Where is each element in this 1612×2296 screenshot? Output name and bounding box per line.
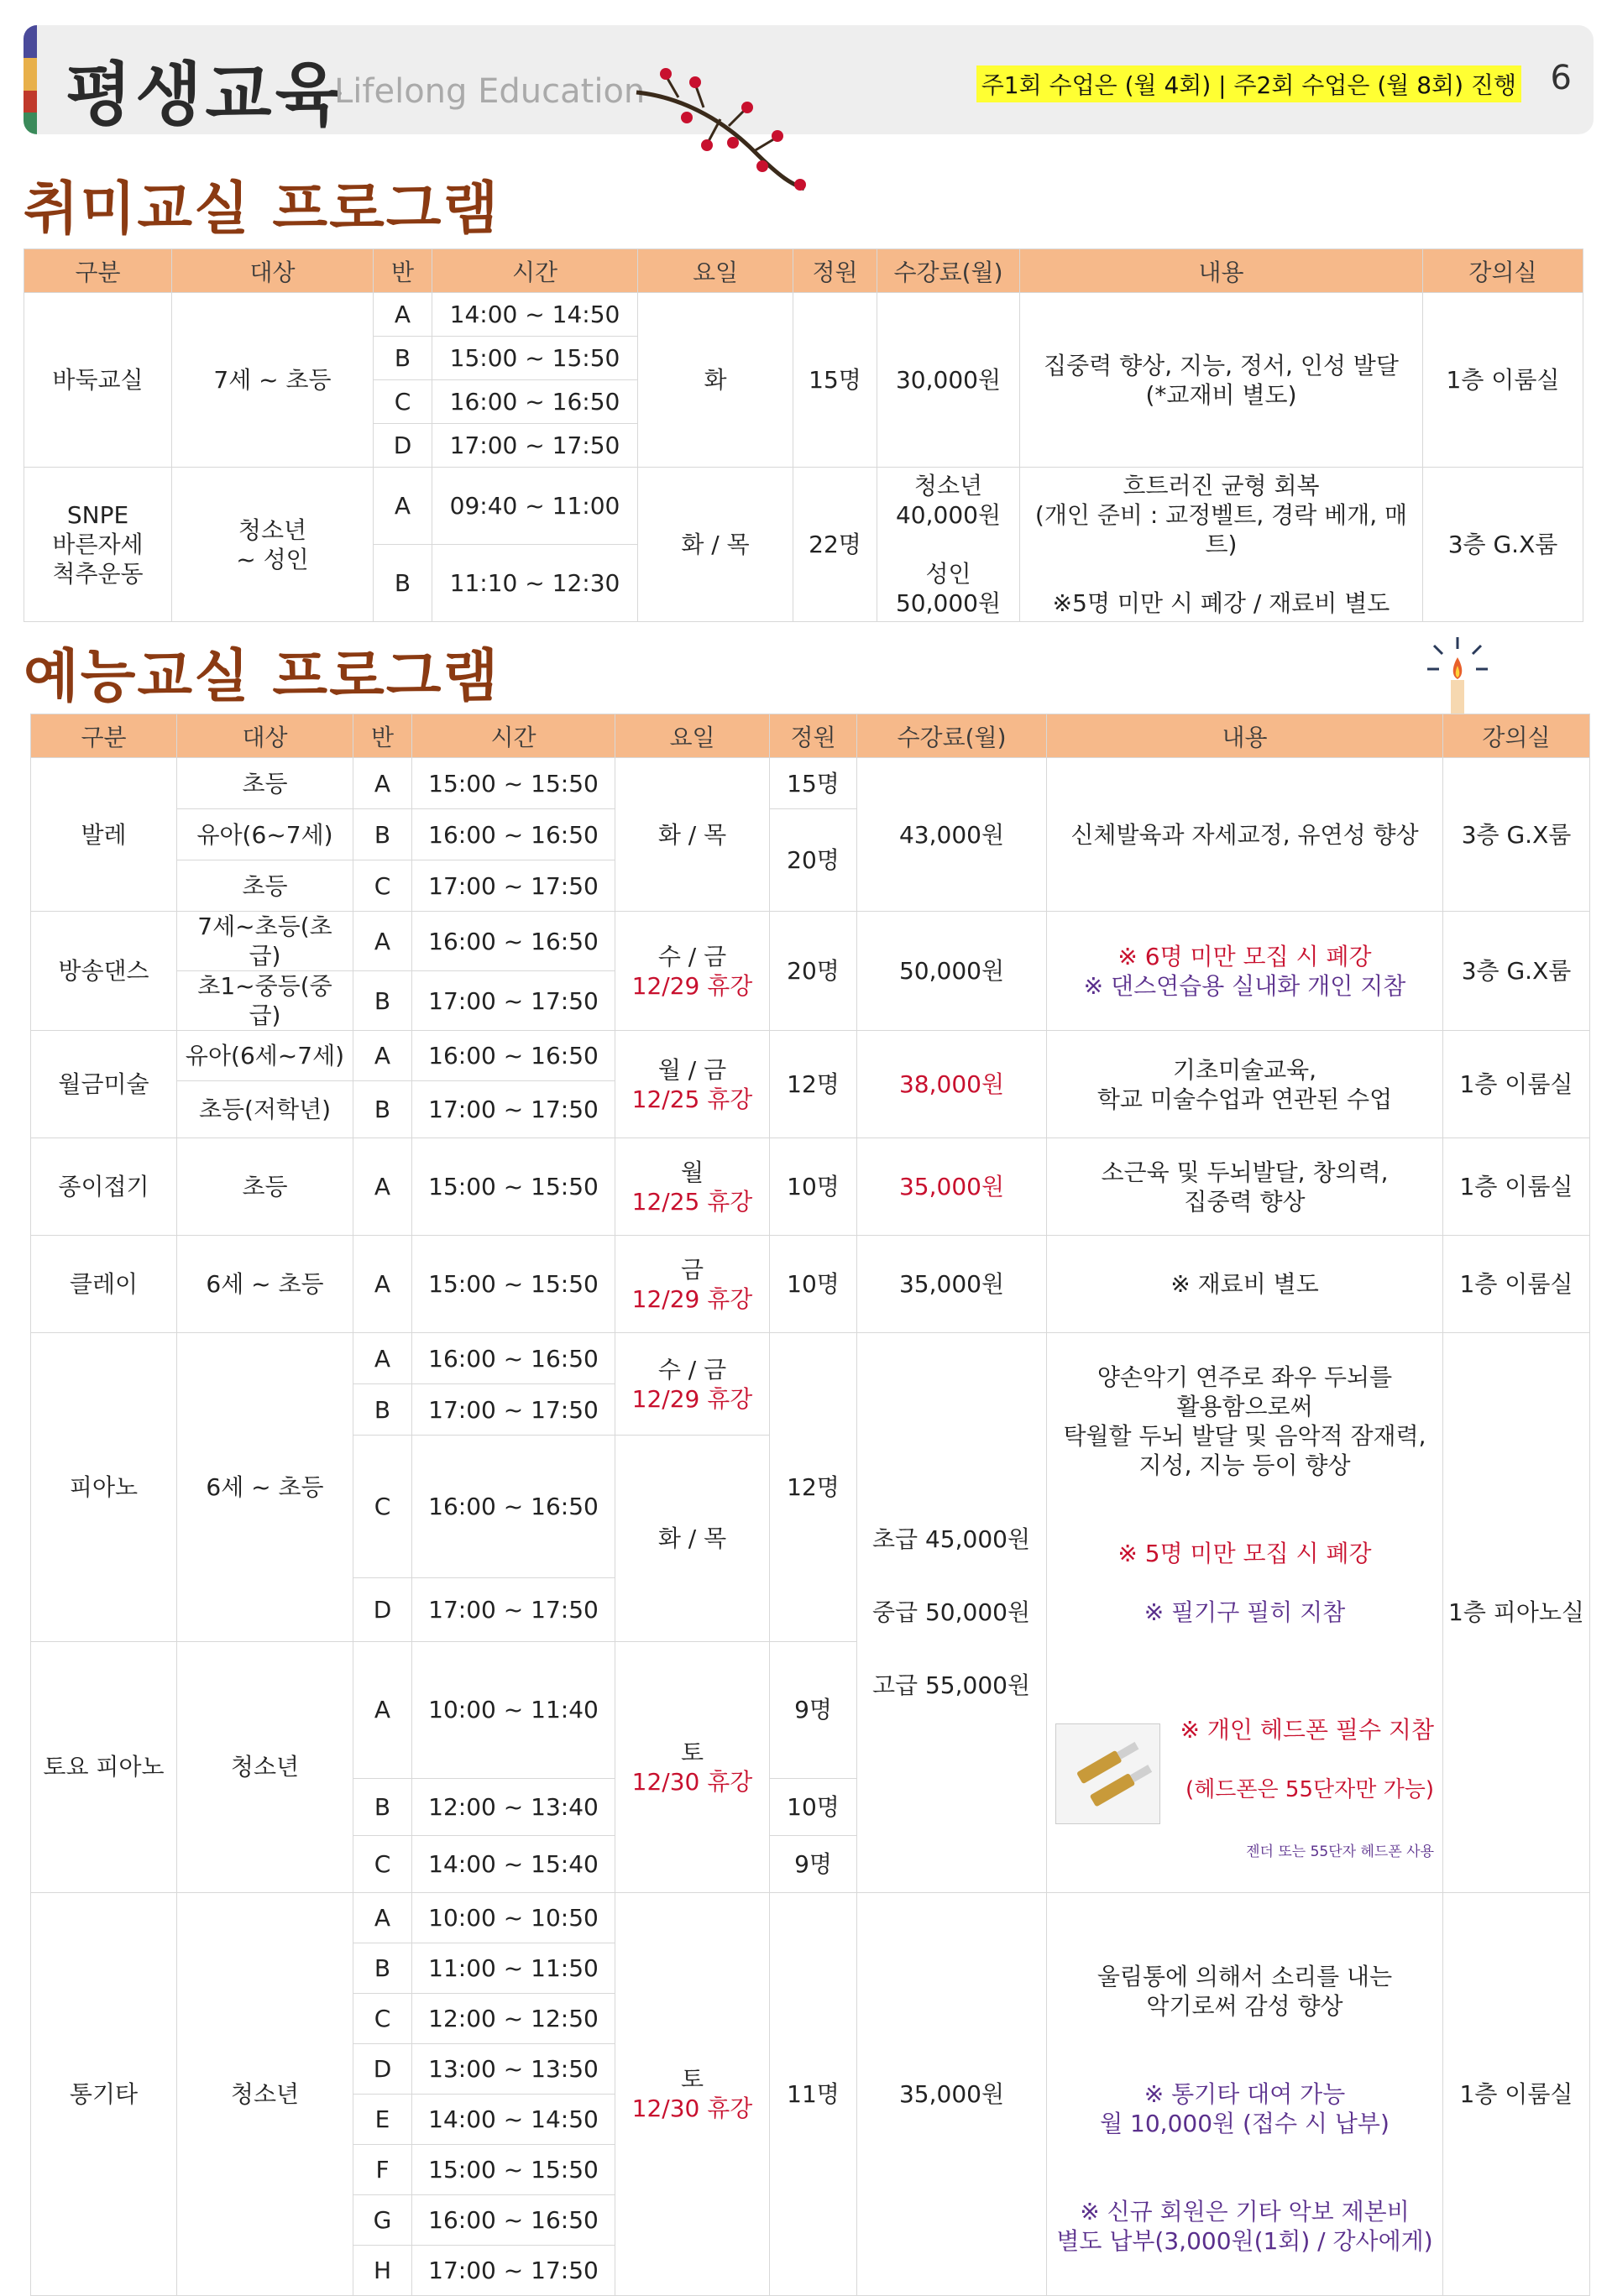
program-fee: 35,000원 [857,1236,1047,1333]
class-time: 10:00 ~ 10:50 [412,1892,615,1943]
day-label: 수 / 금 [657,1355,727,1383]
day-label: 토 [680,1738,704,1766]
program-day [615,912,770,1031]
program-name: 바둑교실 [24,293,172,468]
program-fee: 35,000원 [857,1138,1047,1236]
program-name: 월금미술 [31,1031,177,1138]
program-content: 기초미술교육, 학교 미술수업과 연관된 수업 [1047,1031,1443,1138]
class-ban: D [353,2043,412,2094]
program-day [615,1236,770,1333]
header-subtitle: Lifelong Education [334,72,646,111]
holiday-label: 12/25 휴강 [631,1187,753,1216]
col-header: 반 [353,714,412,758]
col-header: 대상 [172,249,374,293]
class-time: 17:00 ~ 17:50 [412,971,615,1031]
day-label: 금 [680,1255,704,1284]
program-capacity: 12명 [770,1333,857,1642]
program-target: 7세 ~ 초등 [172,293,374,468]
program-content: 집중력 향상, 지능, 정서, 인성 발달 (*교재비 별도) [1020,293,1423,468]
program-name: 클레이 [31,1236,177,1333]
program-content [1020,468,1423,622]
class-time: 16:00 ~ 16:50 [412,1031,615,1081]
class-time: 17:00 ~ 17:50 [412,1081,615,1138]
table-row [24,468,1583,545]
program-name: 방송댄스 [31,912,177,1031]
class-ban: B [374,545,432,622]
arts-table-header [31,714,1590,758]
program-room: 3층 G.X룸 [1443,912,1590,1031]
arts-table [30,714,1590,2296]
program-name: 종이접기 [31,1138,177,1236]
class-time: 09:40 ~ 11:00 [432,468,638,545]
class-ban: C [353,1436,412,1578]
program-capacity: 15명 [793,293,877,468]
class-ban: A [353,1333,412,1384]
class-time: 13:00 ~ 13:50 [412,2043,615,2094]
class-time: 16:00 ~ 16:50 [412,912,615,971]
program-name: 토요 피아노 [31,1642,177,1892]
col-header: 강의실 [1443,714,1590,758]
class-ban: D [353,1578,412,1642]
program-day [615,1031,770,1138]
program-day: 화 [638,293,793,468]
hobby-table [24,248,1583,622]
class-ban: E [353,2094,412,2144]
program-name: 피아노 [31,1333,177,1642]
content-line: ※ 필기구 필히 지참 [1144,1598,1346,1626]
content-line: ※ 5명 미만 모집 시 폐강 [1117,1540,1372,1567]
program-room: 3층 G.X룸 [1443,758,1590,912]
candle-icon [1424,634,1491,718]
program-name: 발레 [31,758,177,912]
program-target: 6세 ~ 초등 [177,1333,353,1642]
content-line: 흐트러진 균형 회복 (개인 준비 : 교정벨트, 경락 베개, 매트) [1034,472,1408,558]
program-day: 화 / 목 [638,468,793,622]
class-time: 15:00 ~ 15:50 [432,337,638,380]
class-target: 유아(6세~7세) [177,1031,353,1081]
day-label: 토 [680,2065,704,2093]
program-capacity: 20명 [770,809,857,912]
program-target: 청소년 [177,1892,353,2295]
holiday-label: 12/29 휴강 [631,1284,753,1313]
program-day [615,1138,770,1236]
class-ban: A [353,1031,412,1081]
headphone-text [1180,1686,1435,1863]
content-line: ※5명 미만 시 폐강 / 재료비 별도 [1052,589,1390,617]
col-header: 요일 [615,714,770,758]
program-content: 소근육 및 두뇌발달, 창의력, 집중력 향상 [1047,1138,1443,1236]
program-day: 화 / 목 [615,758,770,912]
class-ban: B [353,1384,412,1436]
class-time: 16:00 ~ 16:50 [412,1436,615,1578]
program-capacity: 10명 [770,1138,857,1236]
class-time: 12:00 ~ 13:40 [412,1778,615,1835]
class-time: 16:00 ~ 16:50 [412,809,615,860]
class-time: 15:00 ~ 15:50 [412,1236,615,1333]
table-row [24,293,1583,337]
class-time: 11:10 ~ 12:30 [432,545,638,622]
col-header: 대상 [177,714,353,758]
class-ban: C [374,380,432,424]
program-target: 초등 [177,1138,353,1236]
program-capacity: 9명 [770,1835,857,1892]
class-time: 14:00 ~ 14:50 [412,2094,615,2144]
program-content [1047,1333,1443,1893]
arts-section-title: 예능교실 프로그램 [24,644,500,710]
class-target: 7세~초등(초급) [177,912,353,971]
program-capacity: 10명 [770,1236,857,1333]
class-time: 17:00 ~ 17:50 [412,1384,615,1436]
program-day: 화 / 목 [615,1436,770,1642]
class-time: 17:00 ~ 17:50 [412,860,615,912]
col-header: 구분 [24,249,172,293]
program-room: 1층 이룸실 [1423,293,1583,468]
class-ban: B [353,1943,412,1993]
class-target: 초등(저학년) [177,1081,353,1138]
class-target: 초1~중등(중급) [177,971,353,1031]
table-row [31,758,1590,809]
holiday-label: 12/30 휴강 [631,2095,753,2122]
content-line: 젠더 또는 55단자 헤드폰 사용 [1246,1843,1434,1860]
hobby-section-title: 취미교실 프로그램 [24,176,500,243]
class-ban: B [353,1081,412,1138]
class-ban: G [353,2194,412,2245]
program-target: 6세 ~ 초등 [177,1236,353,1333]
class-time: 14:00 ~ 15:40 [412,1835,615,1892]
table-row [31,912,1590,971]
col-header: 시간 [412,714,615,758]
program-room: 1층 이룸실 [1443,1236,1590,1333]
content-line: ※ 개인 헤드폰 필수 지참 [1180,1716,1434,1744]
program-capacity: 20명 [770,912,857,1031]
program-name: SNPE 바른자세 척추운동 [24,468,172,622]
class-ban: H [353,2245,412,2295]
program-capacity: 15명 [770,758,857,809]
program-content [1047,1892,1443,2295]
class-ban: A [374,293,432,337]
program-day [615,1333,770,1436]
class-time: 10:00 ~ 11:40 [412,1642,615,1778]
class-time: 14:00 ~ 14:50 [432,293,638,337]
holiday-label: 12/30 휴강 [631,1767,753,1796]
content-line: ※ 6명 미만 모집 시 폐강 [1117,942,1372,970]
program-target: 청소년 [177,1642,353,1892]
holiday-label: 12/25 휴강 [631,1085,753,1113]
program-capacity: 10명 [770,1778,857,1835]
day-label: 월 / 금 [657,1055,727,1084]
class-ban: B [374,337,432,380]
class-ban: B [353,1778,412,1835]
class-target: 유아(6~7세) [177,809,353,860]
program-fee: 38,000원 [857,1031,1047,1138]
day-label: 월 [680,1158,704,1186]
program-capacity: 9명 [770,1642,857,1778]
class-time: 16:00 ~ 16:50 [412,2194,615,2245]
class-target: 초등 [177,758,353,809]
program-day [615,1892,770,2295]
page-header [24,25,1594,134]
program-capacity: 22명 [793,468,877,622]
program-fee: 50,000원 [857,912,1047,1031]
class-ban: A [353,912,412,971]
content-line: 울림통에 의해서 소리를 내는 악기로써 감성 향상 [1096,1962,1393,2020]
col-header: 정원 [793,249,877,293]
program-room: 1층 이룸실 [1443,1031,1590,1138]
program-room: 3층 G.X룸 [1423,468,1583,622]
col-header: 요일 [638,249,793,293]
program-capacity: 12명 [770,1031,857,1138]
class-time: 17:00 ~ 17:50 [412,2245,615,2295]
class-ban: C [353,860,412,912]
program-fee: 35,000원 [857,1892,1047,2295]
content-line: ※ 신규 회원은 기타 악보 제본비 별도 납부(3,000원(1회) / 강사에게) [1056,2197,1433,2255]
col-header: 구분 [31,714,177,758]
fee-beginner: 초급 45,000원 [872,1525,1031,1553]
class-time: 17:00 ~ 17:50 [412,1578,615,1642]
program-fee: 30,000원 [877,293,1020,468]
program-room: 1층 이룸실 [1443,1892,1590,2295]
class-ban: A [353,758,412,809]
col-header: 내용 [1047,714,1443,758]
content-line: ※ 댄스연습용 실내화 개인 지참 [1083,971,1406,1000]
program-content: ※ 재료비 별도 [1047,1236,1443,1333]
page-number: 6 [1550,59,1572,97]
program-day [615,1642,770,1892]
class-ban: A [353,1892,412,1943]
program-content: 신체발육과 자세교정, 유연성 향상 [1047,758,1443,912]
program-room: 1층 이룸실 [1443,1138,1590,1236]
class-time: 12:00 ~ 12:50 [412,1993,615,2043]
berry-branch-icon [628,59,830,193]
program-capacity: 11명 [770,1892,857,2295]
class-ban: A [374,468,432,545]
class-time: 15:00 ~ 15:50 [412,2144,615,2194]
fee-intermediate: 중급 50,000원 [872,1598,1031,1626]
class-time: 15:00 ~ 15:50 [412,1138,615,1236]
col-header: 수강료(월) [857,714,1047,758]
class-ban: A [353,1236,412,1333]
hobby-table-header [24,249,1583,293]
class-ban: F [353,2144,412,2194]
col-header: 강의실 [1423,249,1583,293]
program-target: 청소년 ~ 성인 [172,468,374,622]
program-room: 1층 피아노실 [1443,1333,1590,1893]
fee-advanced: 고급 55,000원 [872,1671,1031,1699]
content-line: ※ 통기타 대여 가능 월 10,000원 (접수 시 납부) [1100,2079,1390,2137]
headphone-note [1052,1686,1437,1863]
program-fee: 43,000원 [857,758,1047,912]
class-ban: D [374,424,432,468]
table-row [31,1892,1590,1943]
class-frequency-note: 주1회 수업은 (월 4회) | 주2회 수업은 (월 8회) 진행 [976,65,1521,102]
program-name: 통기타 [31,1892,177,2295]
holiday-label: 12/29 휴강 [631,1384,753,1413]
content-line: 양손악기 연주로 좌우 두뇌를 활용함으로써 탁월할 두뇌 발달 및 음악적 잠재력, 지성, 지능 등이 향상 [1063,1363,1426,1479]
col-header: 반 [374,249,432,293]
class-time: 15:00 ~ 15:50 [412,758,615,809]
class-time: 16:00 ~ 16:50 [432,380,638,424]
class-ban: B [353,971,412,1031]
table-row [31,1236,1590,1333]
table-row [31,1333,1590,1384]
col-header: 시간 [432,249,638,293]
class-ban: B [353,809,412,860]
class-time: 11:00 ~ 11:50 [412,1943,615,1993]
piano-fee-list [857,1333,1047,1893]
program-fee: 청소년 40,000원 성인 50,000원 [877,468,1020,622]
class-time: 16:00 ~ 16:50 [412,1333,615,1384]
program-content [1047,912,1443,1031]
class-target: 초등 [177,860,353,912]
class-ban: C [353,1835,412,1892]
col-header: 수강료(월) [877,249,1020,293]
holiday-label: 12/29 휴강 [631,971,753,1000]
table-row [31,1031,1590,1081]
content-line: (헤드폰은 55단자만 가능) [1185,1777,1434,1802]
col-header: 정원 [770,714,857,758]
class-ban: A [353,1642,412,1778]
headphone-jack-icon [1055,1723,1160,1824]
class-ban: C [353,1993,412,2043]
class-time: 17:00 ~ 17:50 [432,424,638,468]
table-row [31,1138,1590,1236]
header-title: 평생교육 [65,55,345,135]
col-header: 내용 [1020,249,1423,293]
header-accent-bar [24,25,37,134]
day-label: 수 / 금 [657,942,727,970]
class-ban: A [353,1138,412,1236]
